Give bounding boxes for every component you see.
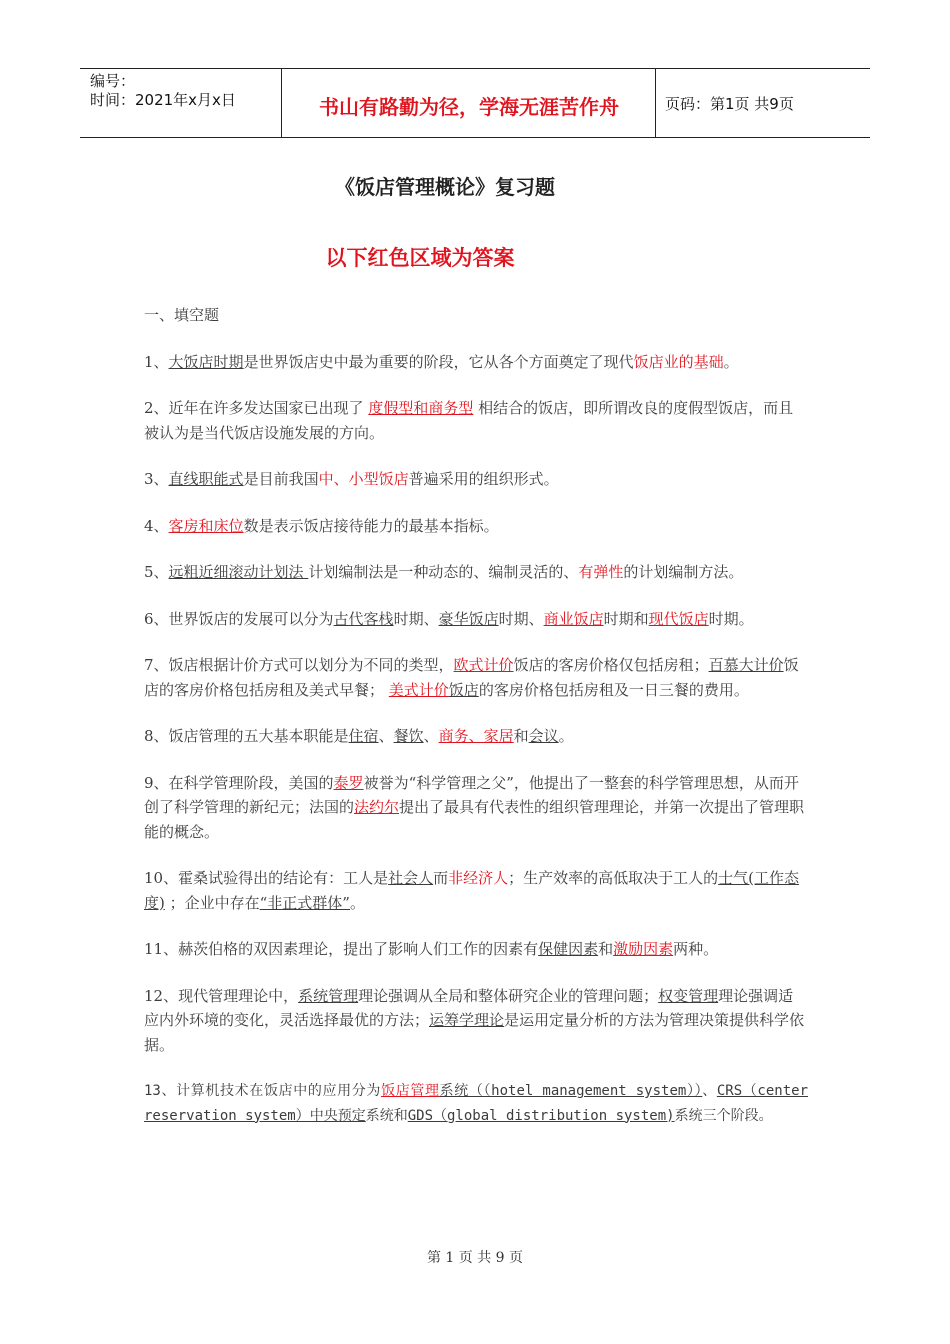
answer-blank: 系统管理 bbox=[298, 986, 359, 1005]
answer-blank: CRS（center reservation system）中央预定 bbox=[144, 1083, 809, 1124]
q-text: 时期、 bbox=[498, 609, 544, 628]
header-motto: 书山有路勤为径，学海无涯苦作舟 bbox=[319, 95, 619, 119]
answer-blank: 豪华饭店 bbox=[438, 609, 499, 628]
q-text: 普遍采用的组织形式。 bbox=[408, 470, 559, 488]
answer-blank: 远粗近细滚动计划法 bbox=[168, 563, 309, 581]
question-7 bbox=[144, 653, 808, 702]
answer-blank: 会议 bbox=[528, 727, 559, 745]
answer-blank: 商业饭店 bbox=[543, 609, 604, 628]
answer-blank: 度假型和商务型 bbox=[368, 399, 474, 417]
q-text: 4、 bbox=[144, 516, 169, 535]
q-text: 和 bbox=[598, 940, 614, 958]
q-text: 、 bbox=[702, 1083, 717, 1099]
q-text: 的计划编制方法。 bbox=[623, 563, 744, 581]
q-text: 8、饭店管理的五大基本职能是 bbox=[144, 727, 349, 745]
answer-blank: 客房和床位 bbox=[168, 516, 244, 535]
document-title: 《饭店管理概论》复习题 bbox=[335, 175, 555, 199]
q-text: 是运用定量分析的方法为管理决策提供科学依据。 bbox=[144, 1011, 805, 1054]
answer-blank: 欧式计价 bbox=[453, 656, 514, 674]
question-13 bbox=[144, 1079, 808, 1128]
question-9 bbox=[144, 771, 808, 845]
question-6 bbox=[144, 607, 808, 632]
question-1 bbox=[144, 350, 808, 375]
answer-text: 非经济人 bbox=[448, 869, 509, 887]
q-text: 。 bbox=[723, 352, 739, 371]
answer-blank: 百慕大计价 bbox=[708, 656, 784, 674]
answer-blank: 商务、家居 bbox=[438, 727, 514, 745]
answer-blank: 餐饮 bbox=[393, 727, 424, 745]
question-12 bbox=[144, 984, 808, 1058]
q-text: 9、在科学管理阶段，美国的 bbox=[144, 773, 334, 792]
answer-blank: 大饭店时期 bbox=[168, 352, 244, 371]
header-divider bbox=[655, 69, 656, 137]
answer-text: 中、小型饭店 bbox=[318, 470, 409, 488]
time-label: 时间：2021年x月x日 bbox=[90, 91, 236, 109]
q-text: 是目前我国 bbox=[243, 470, 319, 488]
question-8 bbox=[144, 724, 808, 749]
answer-text: 饭店业的基础 bbox=[633, 352, 724, 371]
q-text: 的客房价格包括房租及一日三餐的费用。 bbox=[478, 680, 749, 699]
answer-blank: 社会人 bbox=[388, 869, 434, 887]
page-footer: 第 1 页 共 9 页 bbox=[426, 1250, 524, 1266]
q-text: 被誉为“科学管理之父”，他提出了一整套的科学管理思想，从而开创了科学管理的新纪元；法国的 bbox=[144, 773, 799, 816]
answer-blank: 饭店 bbox=[448, 680, 479, 699]
answer-blank: 直线职能式 bbox=[168, 470, 244, 488]
q-text: ；企业中存在 bbox=[164, 893, 260, 912]
answer-blank: 运筹学理论 bbox=[429, 1011, 505, 1029]
q-text: 计划编制法是一种动态的、编制灵活的、 bbox=[308, 563, 579, 581]
answer-blank: 系统（（hotel management system）） bbox=[439, 1083, 703, 1099]
section-heading: 一、填空题 bbox=[144, 306, 220, 324]
answer-blank: 法约尔 bbox=[354, 798, 400, 816]
question-5 bbox=[144, 560, 808, 585]
q-text: 理论强调从全局和整体研究企业的管理问题； bbox=[358, 986, 659, 1005]
question-4 bbox=[144, 514, 808, 539]
q-text: 。 bbox=[349, 893, 365, 912]
q-text: 1、 bbox=[144, 352, 169, 371]
q-text: 6、世界饭店的发展可以分为 bbox=[144, 609, 334, 628]
answer-blank: 士气(工作态度) bbox=[144, 869, 800, 912]
q-text: 提出了最具有代表性的组织管理理论，并第一次提出了管理职能的概念。 bbox=[144, 798, 805, 841]
answer-blank: 饭店管理 bbox=[381, 1083, 440, 1099]
header-divider bbox=[281, 69, 282, 137]
answer-blank: 古代客栈 bbox=[333, 609, 394, 628]
q-text: 而 bbox=[433, 869, 449, 887]
q-text: 3、 bbox=[144, 470, 169, 488]
q-text: 时期和 bbox=[603, 609, 649, 628]
answer-blank: 泰罗 bbox=[333, 773, 364, 792]
answer-blank: 美式计价 bbox=[388, 680, 449, 699]
question-11 bbox=[144, 937, 808, 962]
answer-blank: “非正式群体” bbox=[259, 893, 350, 912]
question-10 bbox=[144, 866, 808, 915]
q-text: 数是表示饭店接待能力的最基本指标。 bbox=[243, 516, 499, 535]
q-text: 系统三个阶段。 bbox=[674, 1107, 773, 1124]
q-text: 11、赫茨伯格的双因素理论，提出了影响人们工作的因素有 bbox=[144, 940, 539, 958]
answer-blank: 保健因素 bbox=[538, 940, 599, 958]
q-text: 7、饭店根据计价方式可以划分为不同的类型， bbox=[144, 656, 454, 674]
question-list bbox=[144, 303, 808, 1150]
q-text: 2、近年在许多发达国家已出现了 bbox=[144, 399, 369, 417]
answer-blank: 住宿 bbox=[348, 727, 379, 745]
q-text: 饭店的客房价格包括房租及美式早餐； bbox=[144, 656, 799, 699]
q-text: 、 bbox=[423, 727, 439, 745]
answer-blank: 现代饭店 bbox=[648, 609, 709, 628]
answer-text: 有弹性 bbox=[578, 563, 624, 581]
question-2 bbox=[144, 396, 808, 445]
q-text: 两种。 bbox=[673, 940, 719, 958]
answer-blank: 激励因素 bbox=[613, 940, 674, 958]
q-text: 系统和 bbox=[365, 1107, 408, 1124]
q-text: 时期、 bbox=[393, 609, 439, 628]
question-3 bbox=[144, 467, 808, 492]
q-text: 时期。 bbox=[708, 609, 754, 628]
answer-blank: 权变管理 bbox=[658, 986, 719, 1005]
q-text: 饭店的客房价格仅包括房租； bbox=[513, 656, 709, 674]
answer-blank: GDS（global distribution system) bbox=[407, 1107, 675, 1124]
header-page-info: 页码：第1页 共9页 bbox=[665, 95, 794, 113]
number-label: 编号： bbox=[90, 72, 136, 90]
q-text: 理论强调适应内外环境的变化，灵活选择最优的方法； bbox=[144, 986, 794, 1029]
q-text: 相结合的饭店，即所谓改良的度假型饭店，而且被认为是当代饭店设施发展的方向。 bbox=[144, 399, 794, 442]
answer-note: 以下红色区域为答案 bbox=[325, 246, 515, 270]
page-header bbox=[80, 68, 870, 138]
q-text: 12、现代管理理论中， bbox=[144, 986, 299, 1005]
q-text: 和 bbox=[513, 727, 529, 745]
q-text: 5、 bbox=[144, 563, 169, 581]
q-text: 是世界饭店史中最为重要的阶段，它从各个方面奠定了现代 bbox=[243, 352, 634, 371]
q-text: 、 bbox=[378, 727, 394, 745]
q-text: 13、计算机技术在饭店中的应用分为 bbox=[144, 1083, 382, 1099]
q-text: 。 bbox=[558, 727, 574, 745]
header-meta bbox=[90, 72, 236, 110]
q-text: ；生产效率的高低取决于工人的 bbox=[508, 869, 719, 887]
q-text: 10、霍桑试验得出的结论有：工人是 bbox=[144, 869, 389, 887]
